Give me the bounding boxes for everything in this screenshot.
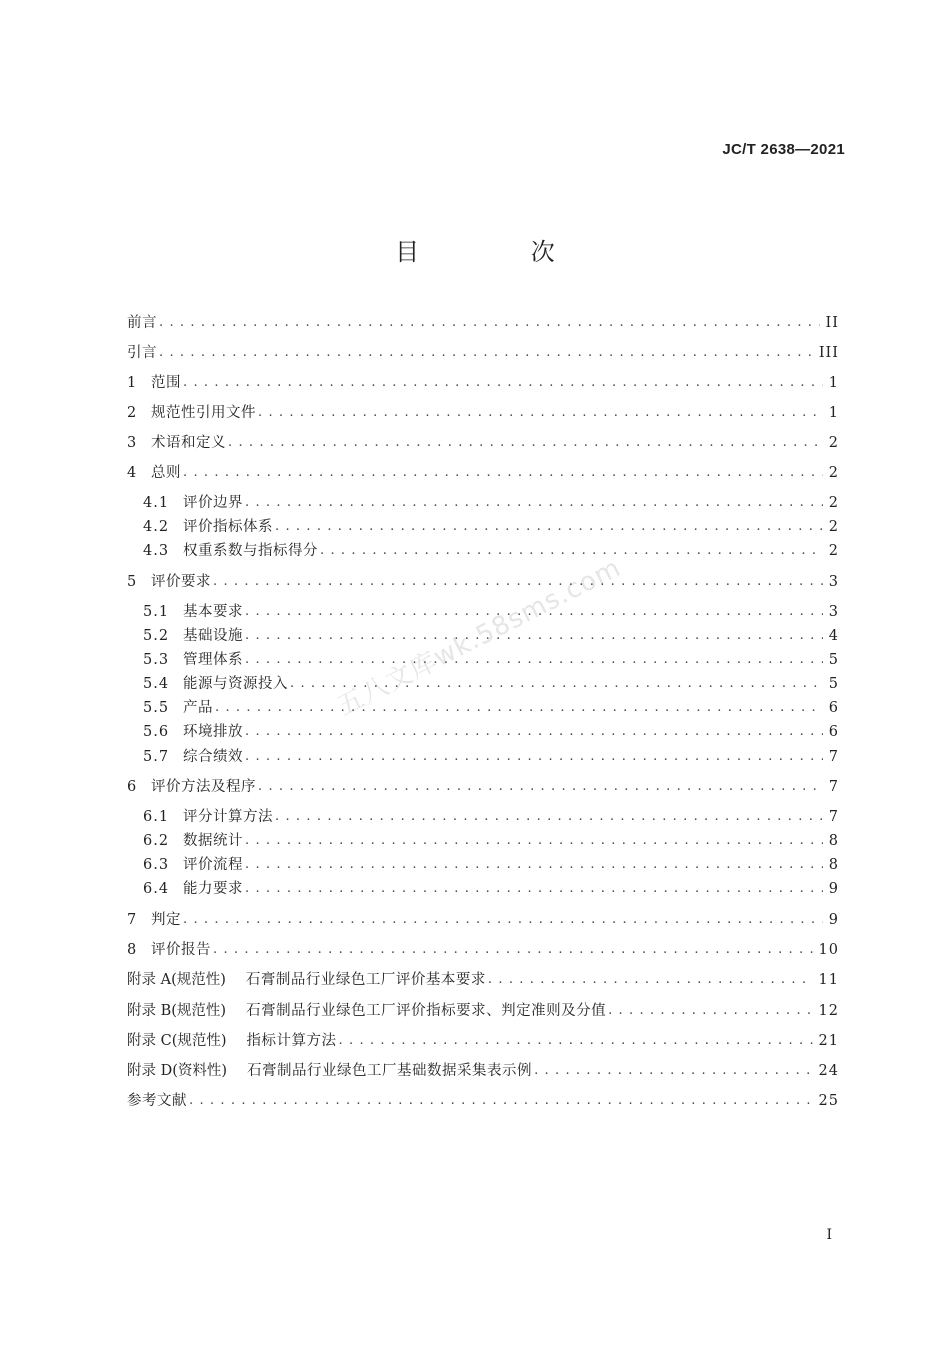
toc-entry[interactable]: 8 评价报告 . . . 10 xyxy=(127,936,839,960)
toc-entry[interactable]: 6.3 评价流程 . . . 8 xyxy=(143,851,839,875)
toc-entry[interactable]: 6.4 能力要求 . . . 9 xyxy=(143,875,839,899)
toc-entry-appendix[interactable]: 附录 A(规范性) 石膏制品行业绿色工厂评价基本要求 . . . 11 xyxy=(127,966,839,990)
toc-entry-appendix[interactable]: 附录 B(规范性) 石膏制品行业绿色工厂评价指标要求、判定准则及分值 . . . 12 xyxy=(127,997,839,1021)
toc-entry[interactable]: 5.2 基础设施 . . . 4 xyxy=(143,622,839,646)
toc-entry[interactable]: 6 评价方法及程序 . . . 7 xyxy=(127,773,839,797)
toc-entry[interactable]: 7 判定 . . . 9 xyxy=(127,906,839,930)
toc-entry[interactable]: 5.6 环境排放 . . . 6 xyxy=(143,718,839,742)
toc-entry[interactable]: 4.2 评价指标体系 . . . 2 xyxy=(143,513,839,537)
standard-code: JC/T 2638—2021 xyxy=(722,141,845,158)
toc-entry[interactable]: 5.7 综合绩效 . . . 7 xyxy=(143,743,839,767)
toc-entry[interactable]: 2 规范性引用文件 . . . 1 xyxy=(127,399,839,423)
page-title: 目 次 xyxy=(395,238,607,266)
toc-entry[interactable]: 5.4 能源与资源投入 . . . 5 xyxy=(143,670,839,694)
toc-entry[interactable]: 5.5 产品 . . . 6 xyxy=(143,694,839,718)
toc-entry[interactable]: 参考文献 . . . 25 xyxy=(127,1087,839,1111)
toc-entry[interactable]: 1 范围 . . . 1 xyxy=(127,369,839,393)
toc-entry[interactable]: 5 评价要求 . . . 3 xyxy=(127,568,839,592)
watermark: 五八文库wk.58sms.com xyxy=(332,552,627,723)
toc-entry[interactable]: 5.1 基本要求 . . . 3 xyxy=(143,598,839,622)
toc-entry[interactable]: 5.3 管理体系 . . . 5 xyxy=(143,646,839,670)
toc-entry[interactable]: 4.1 评价边界 . . . 2 xyxy=(143,489,839,513)
toc-entry-appendix[interactable]: 附录 D(资料性) 石膏制品行业绿色工厂基础数据采集表示例 . . . 24 xyxy=(127,1057,839,1081)
toc-entry[interactable]: 前言 . . . II xyxy=(127,309,839,333)
toc-entry[interactable]: 4.3 权重系数与指标得分 . . . 2 xyxy=(143,537,839,561)
toc-entry[interactable]: 4 总则 . . . 2 xyxy=(127,459,839,483)
page-number: I xyxy=(826,1227,832,1243)
toc-entry-appendix[interactable]: 附录 C(规范性) 指标计算方法 . . . 21 xyxy=(127,1027,839,1051)
toc-entry[interactable]: 6.2 数据统计 . . . 8 xyxy=(143,827,839,851)
toc-entry[interactable]: 3 术语和定义 . . . 2 xyxy=(127,429,839,453)
toc-entry[interactable]: 6.1 评分计算方法 . . . 7 xyxy=(143,803,839,827)
toc-entry[interactable]: 引言 . . . III xyxy=(127,339,839,363)
